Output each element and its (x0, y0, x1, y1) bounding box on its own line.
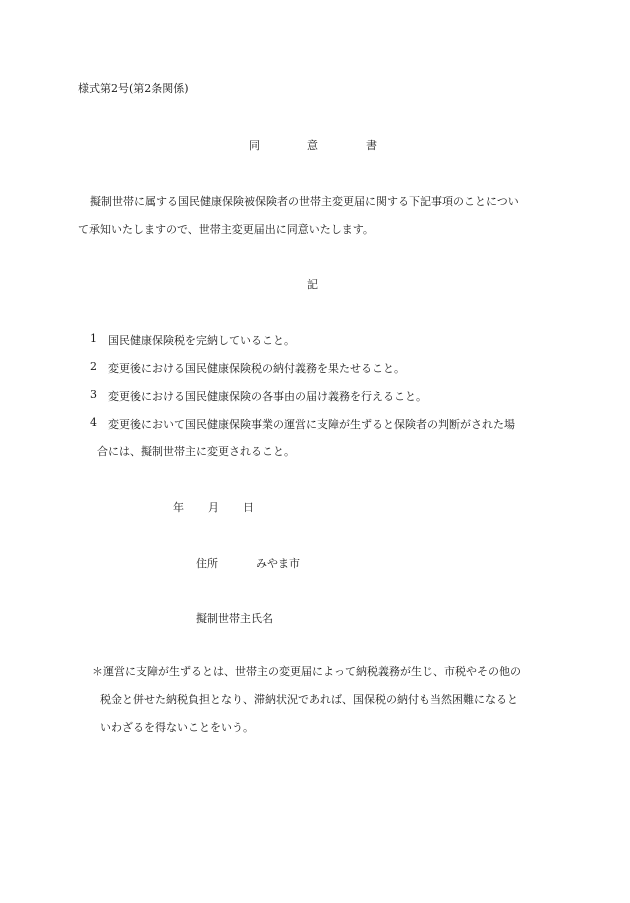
date-month-label: 月 (208, 501, 219, 514)
date-day-label: 日 (243, 501, 254, 514)
item-number: 1 (90, 332, 97, 345)
note-line-2: 税金と併せた納税負担となり、滞納状況であれば、国保税の納付も当然困難になると (100, 693, 518, 706)
note-line-3: いわざるを得ないことをいう。 (100, 721, 254, 734)
title-char-3: 書 (366, 139, 377, 152)
item-number: 2 (90, 360, 97, 373)
body-text-line-1: 擬制世帯に属する国民健康保険被保険者の世帯主変更届に関する下記事項のことについ (90, 195, 519, 208)
note-line-1: ＊運営に支障が生ずるとは、世帯主の変更届によって納税義務が生じ、市税やその他の (92, 665, 521, 678)
address-label: 住所 (196, 557, 218, 570)
item-number: 4 (90, 416, 97, 429)
item-number: 3 (90, 388, 97, 401)
body-text-line-2: て承知いたしますので、世帯主変更届出に同意いたします。 (78, 223, 374, 236)
item-text: 変更後における国民健康保険の各事由の届け義務を行えること。 (108, 390, 427, 403)
date-year-label: 年 (173, 501, 184, 514)
item-text-continuation: 合には、擬制世帯主に変更されること。 (97, 445, 295, 458)
title-char-2: 意 (307, 139, 318, 152)
item-text: 変更後において国民健康保険事業の運営に支障が生ずると保険者の判断がされた場 (108, 418, 515, 431)
item-text: 国民健康保険税を完納していること。 (108, 334, 295, 347)
ki-heading: 記 (307, 278, 318, 291)
address-value: みやま市 (256, 557, 300, 570)
householder-name-label: 擬制世帯主氏名 (196, 612, 273, 625)
form-number: 様式第2号(第2条関係) (78, 82, 189, 95)
title-char-1: 同 (249, 139, 260, 152)
item-text: 変更後における国民健康保険税の納付義務を果たせること。 (108, 362, 405, 375)
